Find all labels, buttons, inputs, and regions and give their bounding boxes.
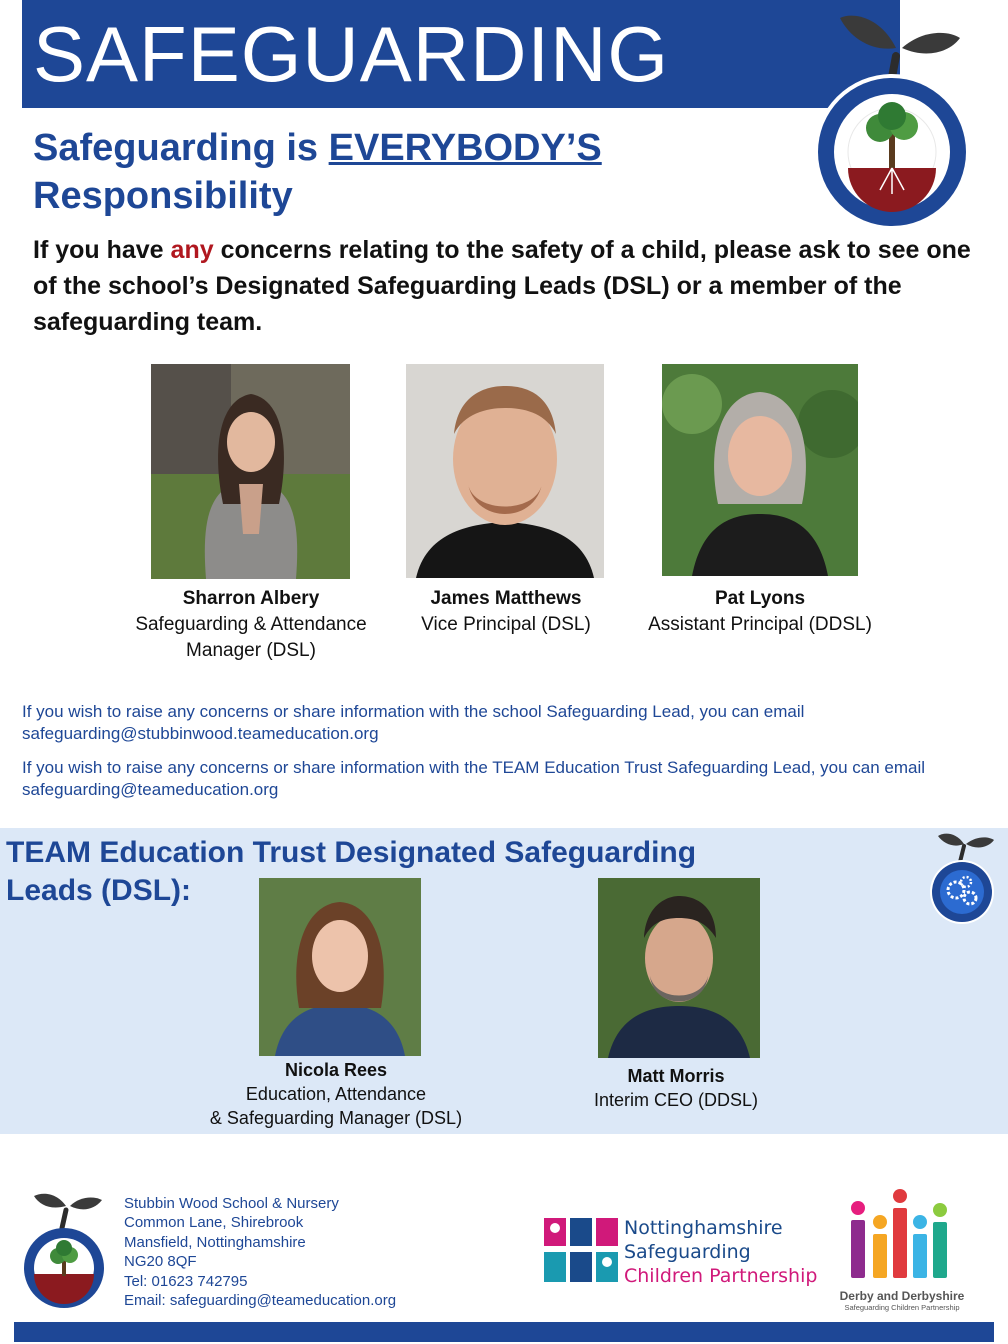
person-james-matthews — [380, 586, 632, 638]
trust-section-title: TEAM Education Trust Designated Safeguarding Leads (DSL): — [6, 836, 697, 907]
person-nicola-rees — [180, 1058, 492, 1130]
notts-partnership-logo — [624, 1216, 817, 1288]
person-name: Pat Lyons — [714, 588, 806, 609]
person-role-line2: & Safeguarding Manager (DSL) — [209, 1108, 463, 1128]
person-name: James Matthews — [430, 588, 582, 609]
person-name: Sharron Albery — [182, 588, 320, 609]
headline-part1: Safeguarding is — [33, 127, 329, 169]
notts-logo-line3: Children Partnership — [624, 1265, 818, 1287]
photo-james-matthews — [406, 364, 604, 578]
person-sharron-albery — [108, 586, 394, 664]
lead-before: If you have — [33, 236, 171, 264]
person-role: Assistant Principal (DDSL) — [648, 614, 872, 635]
trust-logo-icon — [926, 832, 998, 928]
derby-partnership-mark-icon — [848, 1188, 952, 1284]
person-pat-lyons — [620, 586, 900, 638]
footer-bar — [14, 1322, 994, 1342]
photo-sharron-albery — [151, 364, 350, 579]
derby-partnership-logo — [830, 1290, 974, 1314]
address-line: Common Lane, Shirebrook — [124, 1214, 304, 1232]
footer-school-logo-icon — [20, 1190, 108, 1310]
footer-address — [124, 1194, 396, 1310]
person-matt-morris — [560, 1064, 792, 1112]
school-logo-icon — [810, 8, 980, 234]
address-phone: Tel: 01623 742795 — [124, 1272, 248, 1290]
person-role: Vice Principal (DSL) — [421, 614, 591, 635]
headline-emphasis: EVERYBODY’S — [328, 127, 602, 169]
notts-logo-line2: Safeguarding — [624, 1241, 751, 1263]
lead-highlight: any — [170, 236, 214, 264]
lead-after: concerns relating to the safety of a child, please ask to see one of the school’s Designated Safeguarding Leads (DSL) or a member of the safeguarding team. — [33, 236, 971, 336]
notts-partnership-mark-icon — [544, 1218, 620, 1284]
person-name: Nicola Rees — [284, 1060, 388, 1080]
photo-pat-lyons — [662, 364, 858, 576]
contact-trust-text: If you wish to raise any concerns or share information with the TEAM Education Trust Safeguarding Lead, you can email safeguarding@teameducation.org — [22, 758, 926, 799]
page-title: SAFEGUARDING — [33, 10, 670, 98]
headline-part2: Responsibility — [33, 175, 293, 217]
address-line: Mansfield, Nottinghamshire — [124, 1233, 306, 1251]
person-role-line1: Interim CEO (DDSL) — [593, 1090, 759, 1110]
derby-logo-line1: Derby and Derbyshire — [839, 1289, 965, 1303]
address-line: NG20 8QF — [124, 1253, 197, 1271]
photo-nicola-rees — [259, 878, 421, 1056]
derby-logo-line2: Safeguarding Children Partnership — [844, 1303, 960, 1312]
person-role: Safeguarding & Attendance Manager (DSL) — [135, 614, 367, 661]
photo-matt-morris — [598, 878, 760, 1058]
contact-school-text: If you wish to raise any concerns or share information with the school Safeguarding Lead, you can email safeguarding@stubbinwood.teameducation.org — [22, 702, 805, 743]
person-role-line1: Education, Attendance — [245, 1084, 427, 1104]
person-name: Matt Morris — [627, 1066, 725, 1086]
lead-paragraph — [33, 232, 983, 340]
address-line: Stubbin Wood School & Nursery — [124, 1195, 339, 1212]
notts-logo-line1: Nottinghamshire — [624, 1217, 783, 1239]
address-email: Email: safeguarding@teameducation.org — [124, 1292, 397, 1310]
headline — [33, 124, 793, 220]
